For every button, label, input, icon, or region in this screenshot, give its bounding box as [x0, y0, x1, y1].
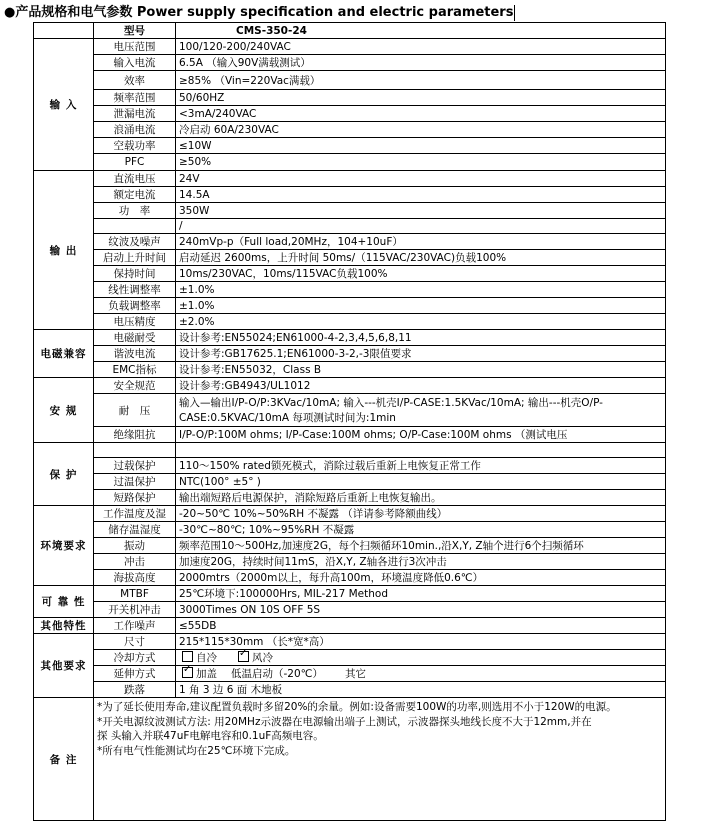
row-label: 保持时间	[94, 266, 176, 282]
spec-row	[34, 314, 666, 330]
spec-row	[34, 506, 666, 522]
row-value: I/P-O/P:100M ohms; I/P-Case:100M ohms; O/P-Case:100M ohms （测试电压	[176, 427, 666, 443]
spec-row	[34, 650, 666, 666]
self-cooling-checkbox[interactable]	[182, 651, 193, 662]
row-label: 绝缘阻抗	[94, 427, 176, 443]
header-row	[34, 23, 666, 39]
row-value: 2000mtrs（2000m以上，每升高100m，环境温度降低0.6℃）	[176, 570, 666, 586]
note-line: *所有电气性能测试均在25℃环境下完成。	[97, 744, 296, 757]
drop-value: 1 角 3 边 6 面 木地板	[179, 684, 283, 696]
fan-cooling-label: 风冷	[252, 652, 273, 664]
spec-row	[34, 138, 666, 154]
notes-content	[94, 698, 666, 821]
row-value: -20~50℃ 10%~50%RH 不凝露 （详请参考降额曲线）	[176, 506, 666, 522]
row-label: 冷却方式	[94, 650, 176, 666]
row-label: 电压范围	[94, 39, 176, 55]
header-blank	[34, 23, 94, 39]
spec-row	[34, 282, 666, 298]
row-label: 跌落	[94, 682, 176, 698]
row-label: EMC指标	[94, 362, 176, 378]
spec-row	[34, 154, 666, 171]
spec-row	[34, 330, 666, 346]
group-protection: 保 护	[34, 443, 94, 506]
row-label: 效率	[94, 71, 176, 90]
spec-row	[34, 458, 666, 474]
row-value: 设计参考:EN55024;EN61000-4-2,3,4,5,6,8,11	[176, 330, 666, 346]
spec-row	[34, 378, 666, 394]
row-label: 线性调整率	[94, 282, 176, 298]
row-label: 耐 压	[94, 394, 176, 427]
spec-row	[34, 90, 666, 106]
cover-label: 加盖	[196, 668, 217, 680]
group-emc: 电磁兼容	[34, 330, 94, 378]
row-label: 延伸方式	[94, 666, 176, 682]
row-label: 浪涌电流	[94, 122, 176, 138]
size-value: 215*115*30mm （长*宽*高）	[179, 636, 330, 648]
row-label: MTBF	[94, 586, 176, 602]
note-line: *为了延长使用寿命,建议配置负载时多留20%的余量。例如:设备需要100W的功率,则选用不小于120W的电源。	[97, 701, 617, 713]
row-label: 频率范围	[94, 90, 176, 106]
notes-row	[34, 698, 666, 821]
model-label: 型号	[94, 23, 176, 39]
row-value: NTC(100° ±5° )	[176, 474, 666, 490]
spec-row	[34, 538, 666, 554]
row-value	[176, 634, 666, 650]
spec-row	[34, 55, 666, 71]
row-value: ≤55DB	[176, 618, 666, 634]
spec-row	[34, 234, 666, 250]
row-label: 电磁耐受	[94, 330, 176, 346]
row-value: 冷启动 60A/230VAC	[176, 122, 666, 138]
spec-row	[34, 666, 666, 682]
row-value: 110～150% rated锁死模式，消除过载后重新上电恢复正常工作	[176, 458, 666, 474]
spec-row	[34, 522, 666, 538]
spec-row	[34, 602, 666, 618]
spec-row	[34, 219, 666, 234]
row-label: 开关机冲击	[94, 602, 176, 618]
spec-row	[34, 346, 666, 362]
row-label	[94, 443, 176, 458]
spec-row	[34, 298, 666, 314]
self-cooling-label: 自冷	[196, 652, 217, 664]
row-value: 加速度20G，持续时间11mS，沿X,Y, Z轴各进行3次冲击	[176, 554, 666, 570]
group-output: 输 出	[34, 171, 94, 330]
row-value: 设计参考:GB17625.1;EN61000-3-2,-3限值要求	[176, 346, 666, 362]
row-label: 输入电流	[94, 55, 176, 71]
row-value: 240mVp-p（Full load,20MHz，104+10uF）	[176, 234, 666, 250]
spec-row	[34, 106, 666, 122]
spec-row	[34, 122, 666, 138]
group-notes: 备 注	[34, 698, 94, 821]
row-value: 设计参考:GB4943/UL1012	[176, 378, 666, 394]
row-label: PFC	[94, 154, 176, 171]
spec-row	[34, 39, 666, 55]
row-value: 设计参考:EN55032，Class B	[176, 362, 666, 378]
spec-row	[34, 634, 666, 650]
row-label: 额定电流	[94, 187, 176, 203]
row-value: <3mA/240VAC	[176, 106, 666, 122]
row-label: 启动上升时间	[94, 250, 176, 266]
other-label: 其它	[344, 668, 366, 680]
row-label: 储存温湿度	[94, 522, 176, 538]
row-label: 尺寸	[94, 634, 176, 650]
row-value: -30℃~80℃; 10%~95%RH 不凝露	[176, 522, 666, 538]
fan-cooling-checkbox[interactable]	[238, 651, 249, 662]
row-label: 短路保护	[94, 490, 176, 506]
row-label: 安全规范	[94, 378, 176, 394]
row-value: 启动延迟 2600ms，上升时间 50ms/（115VAC/230VAC)负载100%	[176, 250, 666, 266]
note-line: 探 头输入并联47uF电解电容和0.1uF高频电容。	[97, 730, 324, 743]
row-label: 海拔高度	[94, 570, 176, 586]
row-value: /	[176, 219, 666, 234]
spec-row	[34, 554, 666, 570]
spec-table	[33, 22, 666, 821]
row-value	[176, 650, 666, 666]
spec-row	[34, 203, 666, 219]
row-value: ≥50%	[176, 154, 666, 171]
row-value: ±1.0%	[176, 298, 666, 314]
row-label: 空载功率	[94, 138, 176, 154]
row-label: 纹波及噪声	[94, 234, 176, 250]
row-label: 负载调整率	[94, 298, 176, 314]
row-label: 过载保护	[94, 458, 176, 474]
row-value: 24V	[176, 171, 666, 187]
group-input: 输 入	[34, 39, 94, 171]
row-value	[176, 443, 666, 458]
row-value: 25℃环境下:100000Hrs, MIL-217 Method	[176, 586, 666, 602]
row-label: 功 率	[94, 203, 176, 219]
spec-row	[34, 474, 666, 490]
row-value: 输出端短路后电源保护，消除短路后重新上电恢复输出。	[176, 490, 666, 506]
text-cursor	[514, 5, 515, 21]
row-label: 谐波电流	[94, 346, 176, 362]
page-title: ●产品规格和电气参数 Power supply specification and electric parameters	[4, 5, 514, 20]
spec-row	[34, 682, 666, 698]
row-value: ±1.0%	[176, 282, 666, 298]
group-other-req: 其他要求	[34, 634, 94, 698]
spec-row	[34, 618, 666, 634]
row-value	[176, 666, 666, 682]
model-value: CMS-350-24	[176, 23, 666, 39]
row-value: 频率范围10～500Hz,加速度2G，每个扫频循环10min.,沿X,Y, Z轴个进行6个扫频循环	[176, 538, 666, 554]
row-label: 直流电压	[94, 171, 176, 187]
row-value: 350W	[176, 203, 666, 219]
note-line: *开关电源纹波测试方法: 用20MHz示波器在电源输出端子上测试，示波器探头地线长度不大于12mm,并在	[97, 715, 592, 728]
group-other-char: 其他特性	[34, 618, 94, 634]
spec-row	[34, 187, 666, 203]
row-label: 工作噪声	[94, 618, 176, 634]
row-label: 冲击	[94, 554, 176, 570]
row-value	[176, 682, 666, 698]
row-value: 14.5A	[176, 187, 666, 203]
row-label: 振动	[94, 538, 176, 554]
group-safety: 安 规	[34, 378, 94, 443]
row-label: 泄漏电流	[94, 106, 176, 122]
low-temp-start-label: 低温启动（-20℃）	[231, 668, 323, 680]
group-reliability: 可 靠 性	[34, 586, 94, 618]
group-environment: 环境要求	[34, 506, 94, 586]
row-value: 3000Times ON 10S OFF 5S	[176, 602, 666, 618]
spec-row	[34, 490, 666, 506]
cover-checkbox[interactable]	[182, 667, 193, 678]
row-label	[94, 219, 176, 234]
spec-row	[34, 250, 666, 266]
row-value: ≥85% （Vin=220Vac满载）	[176, 71, 666, 90]
spec-row	[34, 266, 666, 282]
row-value: 6.5A （输入90V满载测试）	[176, 55, 666, 71]
spec-row	[34, 71, 666, 90]
spec-row	[34, 586, 666, 602]
spec-row	[34, 443, 666, 458]
row-value: 100/120-200/240VAC	[176, 39, 666, 55]
row-label: 电压精度	[94, 314, 176, 330]
row-value: 10ms/230VAC，10ms/115VAC负载100%	[176, 266, 666, 282]
row-value: 50/60HZ	[176, 90, 666, 106]
spec-row	[34, 570, 666, 586]
row-value: ≤10W	[176, 138, 666, 154]
spec-row	[34, 362, 666, 378]
spec-row	[34, 427, 666, 443]
spec-row	[34, 394, 666, 427]
spec-row	[34, 171, 666, 187]
row-label: 工作温度及湿	[94, 506, 176, 522]
row-value: 输入—输出I/P-O/P:3KVac/10mA; 输入---机壳I/P-CASE:1.5KVac/10mA; 输出---机壳O/P-CASE:0.5KVAC/10mA 每项测试时间为:1min	[176, 394, 666, 427]
row-label: 过温保护	[94, 474, 176, 490]
row-value: ±2.0%	[176, 314, 666, 330]
